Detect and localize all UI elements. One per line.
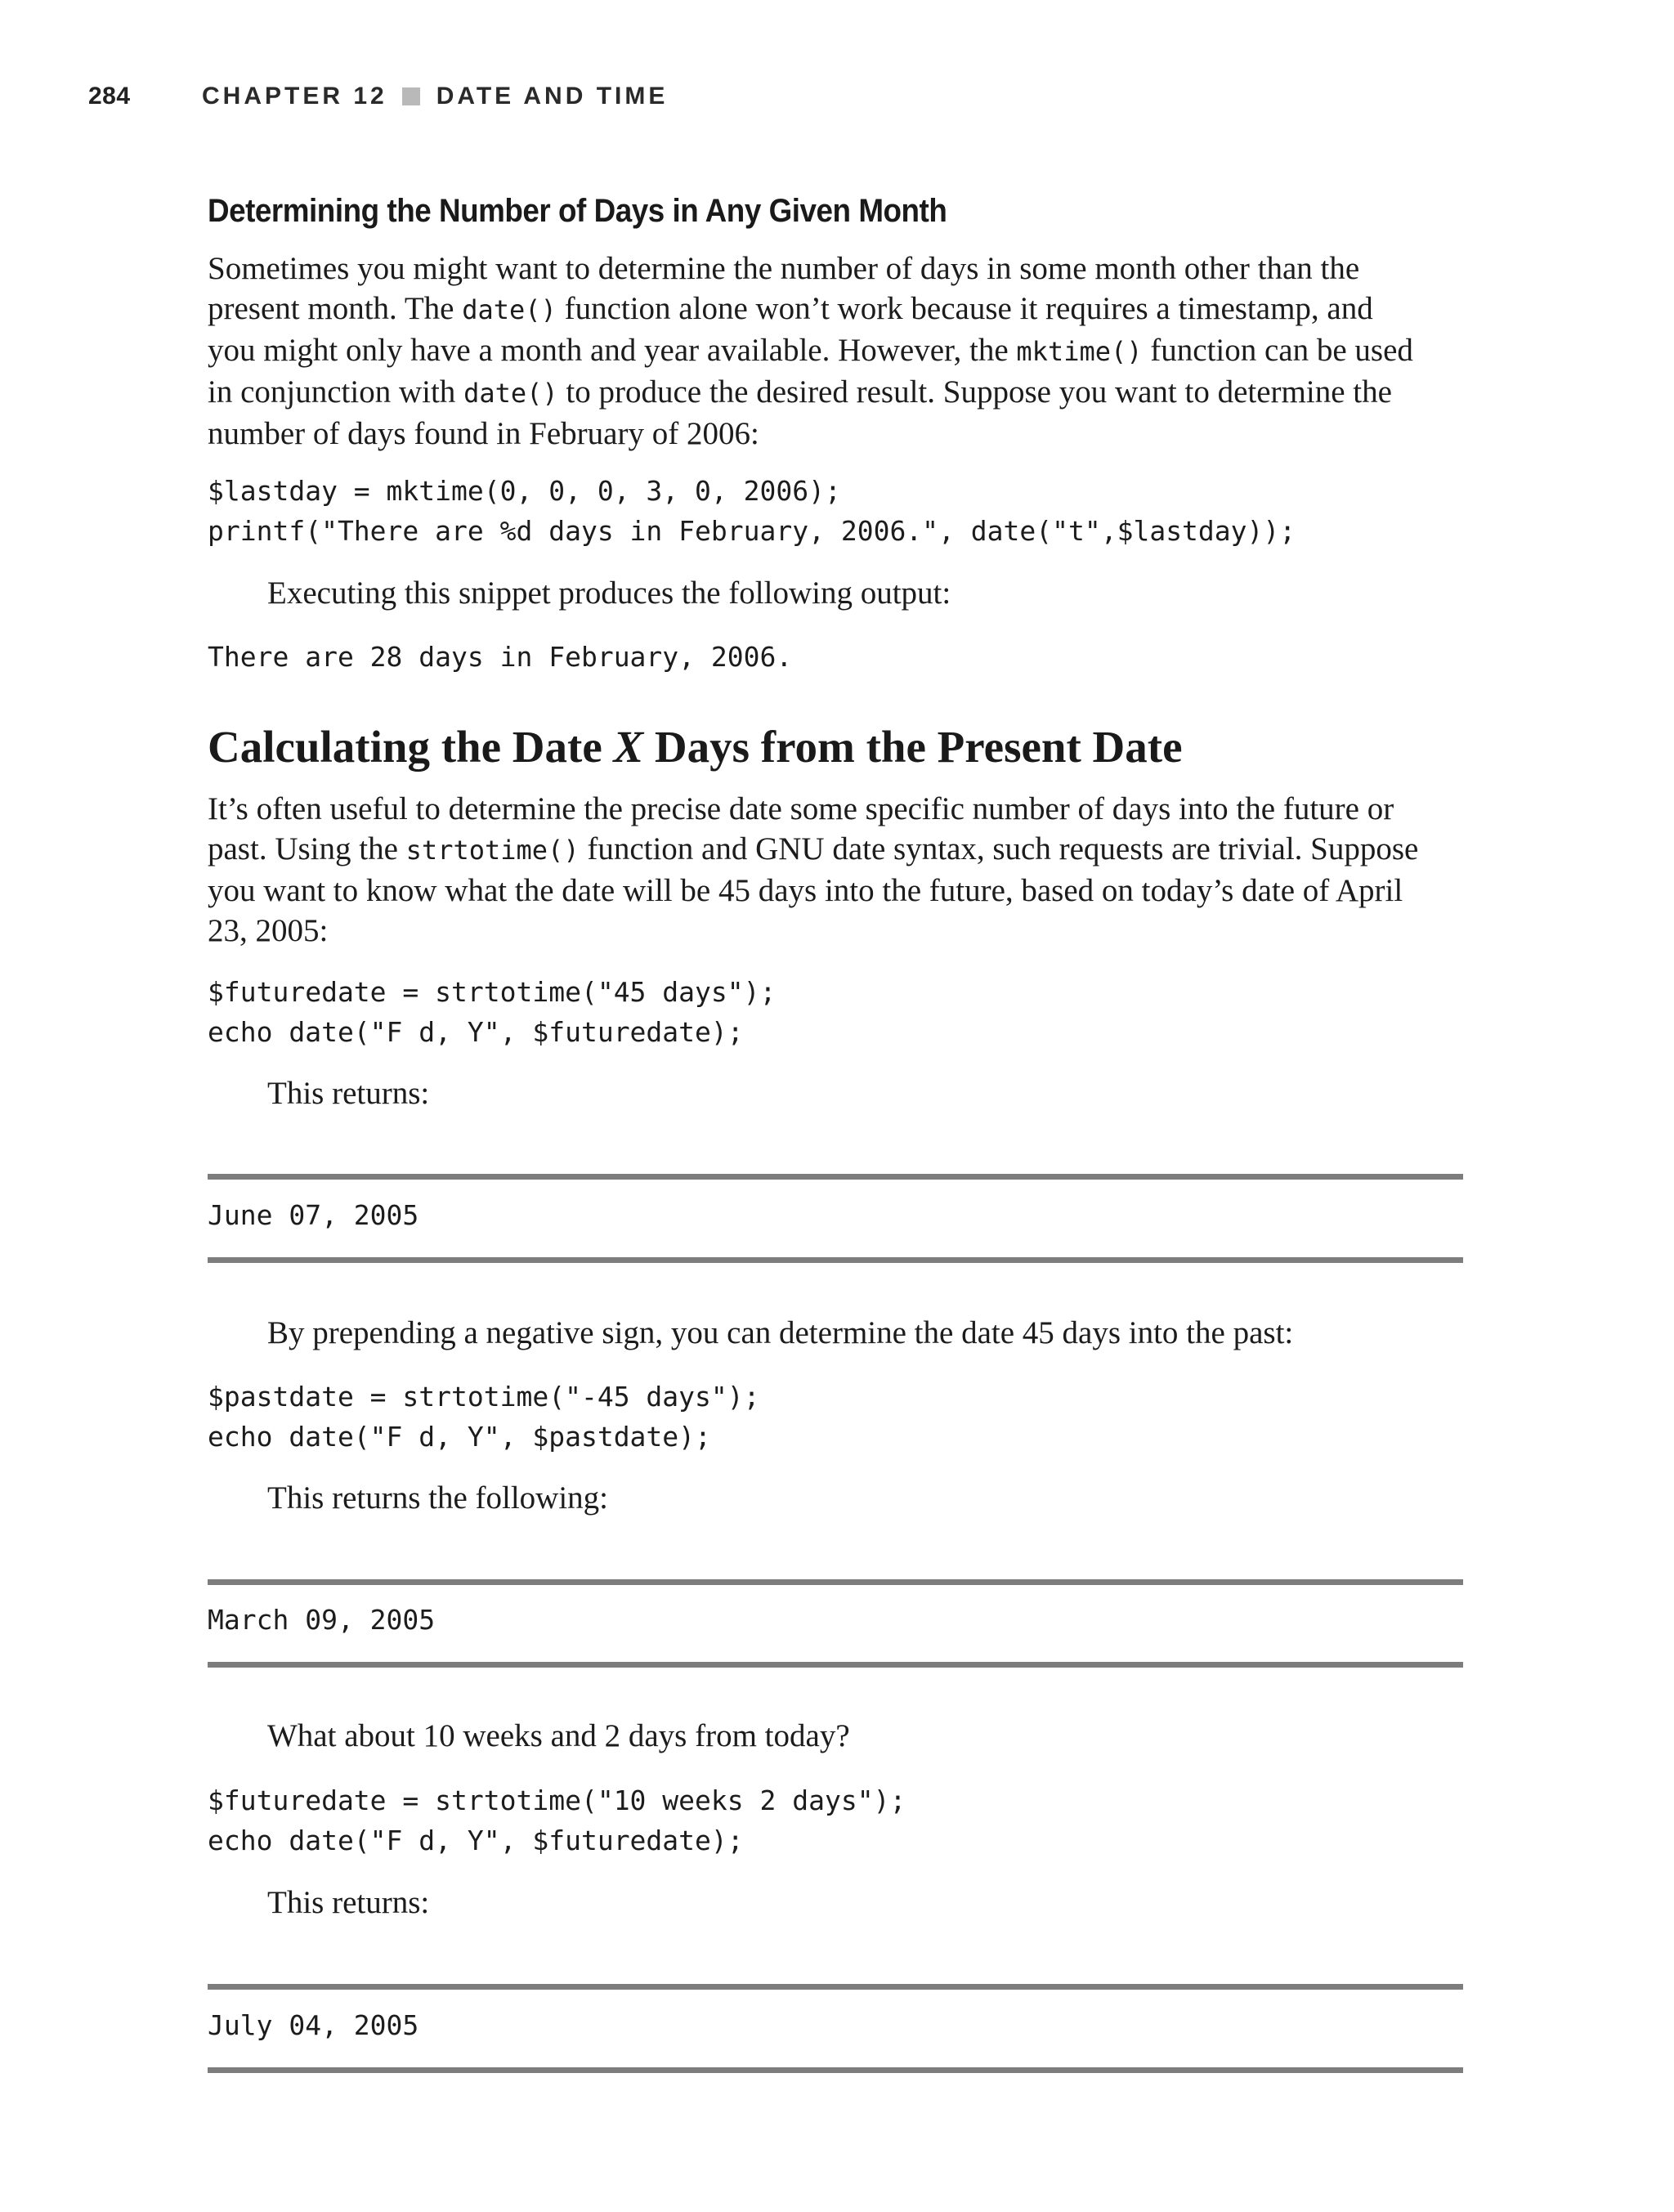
heading-variable: X <box>613 722 644 772</box>
code-line: echo date("F d, Y", $futuredate); <box>208 1825 744 1856</box>
text-line: in conjunction with date() to produce the desired result. Suppose you want to determine the <box>208 374 1392 410</box>
paragraph-returns-following: This returns the following: <box>267 1480 609 1516</box>
text-line: you might only have a month and year available. However, the mktime() function can be used <box>208 333 1413 368</box>
text-line: present month. The date() function alone won’t work because it requires a timestamp, and <box>208 291 1373 326</box>
code-block <box>208 1780 906 1860</box>
code-output: There are 28 days in February, 2006. <box>208 641 793 673</box>
code-line: $pastdate = strtotime("-45 days"); <box>208 1381 760 1413</box>
square-bullet-icon <box>402 87 420 105</box>
code-line: printf("There are %d days in February, 2006.", date("t",$lastday)); <box>208 515 1296 547</box>
paragraph-date-calculation <box>208 789 1466 951</box>
inline-code: date() <box>463 378 558 409</box>
text-line: past. Using the strtotime() function and GNU date syntax, such requests are trivial. Suppose <box>208 831 1419 866</box>
text-line: number of days found in February of 2006: <box>208 416 759 451</box>
paragraph-output-intro: Executing this snippet produces the following output: <box>267 575 951 611</box>
output-rule-top <box>208 1174 1463 1180</box>
page-number: 284 <box>88 83 131 110</box>
code-line: echo date("F d, Y", $pastdate); <box>208 1421 711 1453</box>
code-output: July 04, 2005 <box>208 2009 419 2041</box>
output-rule-bottom <box>208 2067 1463 2073</box>
code-output: June 07, 2005 <box>208 1199 419 1231</box>
code-output: March 09, 2005 <box>208 1604 436 1636</box>
paragraph-weeks-question: What about 10 weeks and 2 days from today? <box>267 1718 850 1753</box>
paragraph-days-in-month <box>208 249 1466 454</box>
inline-code: strtotime() <box>405 835 580 866</box>
chapter-label: CHAPTER 12 <box>202 83 387 110</box>
text-line: 23, 2005: <box>208 913 329 948</box>
paragraph-past-date: By prepending a negative sign, you can determine the date 45 days into the past: <box>267 1315 1294 1350</box>
output-rule-top <box>208 1984 1463 1990</box>
inline-code: mktime() <box>1016 336 1143 367</box>
paragraph-returns: This returns: <box>267 1885 430 1920</box>
output-rule-top <box>208 1579 1463 1585</box>
text-line: you want to know what the date will be 45 days into the future, based on today’s date of April <box>208 873 1403 908</box>
section-label: DATE AND TIME <box>436 83 669 110</box>
inline-code: date() <box>462 294 557 325</box>
output-rule-bottom <box>208 1662 1463 1668</box>
text-line: It’s often useful to determine the precise date some specific number of days into the future or <box>208 791 1394 826</box>
code-line: $futuredate = strtotime("10 weeks 2 days"); <box>208 1784 906 1816</box>
running-head <box>202 83 668 110</box>
paragraph-returns: This returns: <box>267 1076 430 1111</box>
output-rule-bottom <box>208 1257 1463 1263</box>
code-line: $futuredate = strtotime("45 days"); <box>208 976 777 1008</box>
subsection-heading: Determining the Number of Days in Any Given Month <box>208 193 947 229</box>
section-heading: Calculating the Date X Days from the Present Date <box>208 722 1183 772</box>
code-block <box>208 1377 760 1457</box>
code-block <box>208 972 776 1052</box>
code-line: $lastday = mktime(0, 0, 0, 3, 0, 2006); <box>208 475 841 507</box>
code-block <box>208 471 1296 551</box>
text-line: Sometimes you might want to determine the number of days in some month other than the <box>208 251 1360 286</box>
code-line: echo date("F d, Y", $futuredate); <box>208 1016 744 1048</box>
